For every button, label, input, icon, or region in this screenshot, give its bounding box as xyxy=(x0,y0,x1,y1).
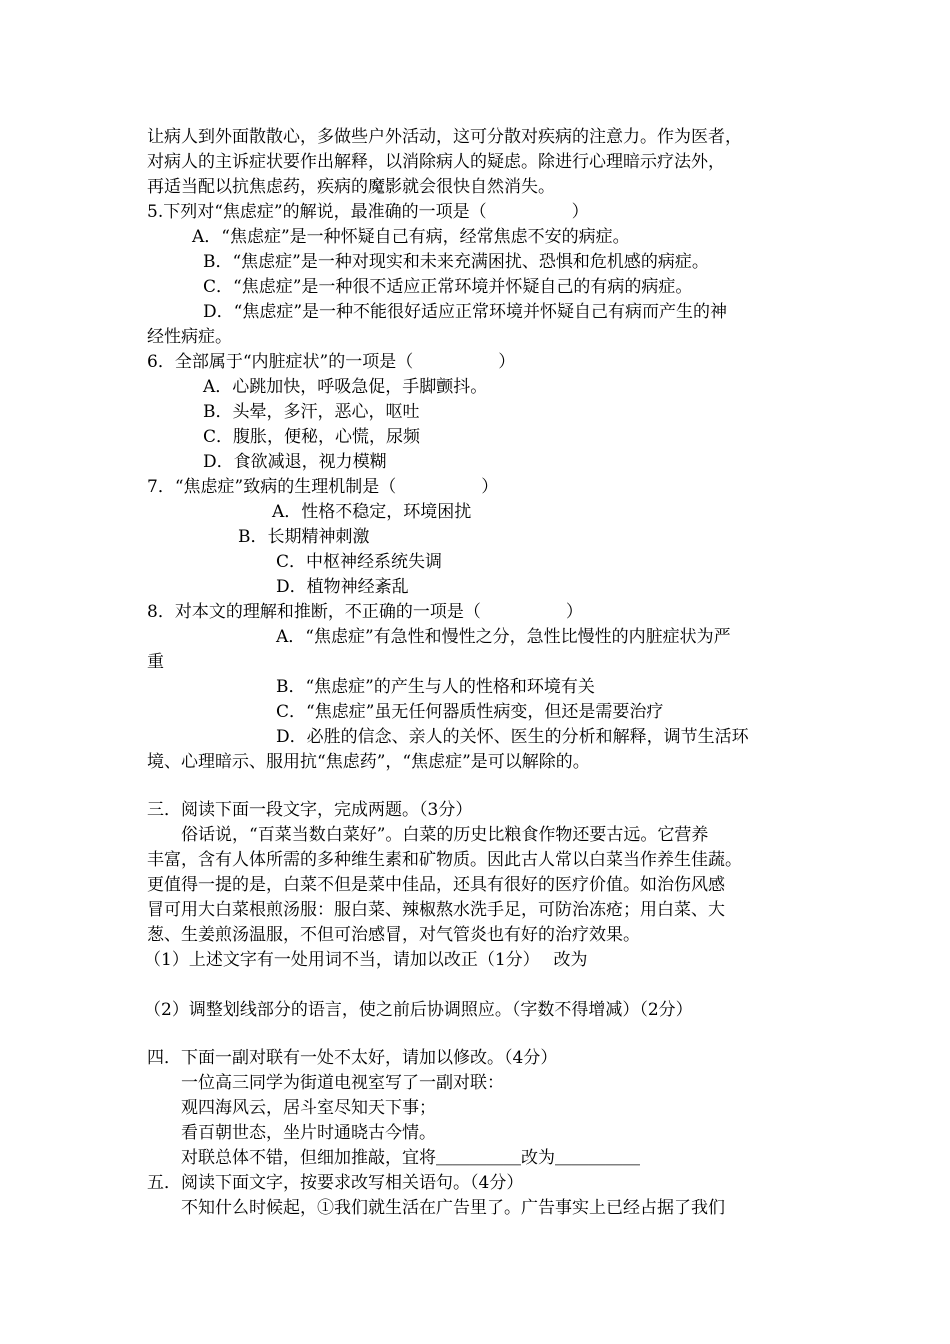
q5-option-d-line-2: 经性病症。 xyxy=(147,327,232,347)
intro-line-2: 对病人的主诉症状要作出解释，以消除病人的疑虑。除进行心理暗示疗法外， xyxy=(147,152,725,172)
section-4-line-1: 一位高三同学为街道电视室写了一副对联： xyxy=(147,1073,504,1093)
q7-option-d: D．植物神经紊乱 xyxy=(276,577,409,597)
q5-option-d-line-1: D．“焦虑症”是一种不能很好适应正常环境并怀疑自己有病而产生的神 xyxy=(203,302,728,322)
section-3-title: 三．阅读下面一段文字，完成两题。（3分） xyxy=(147,800,473,820)
section-3-paragraph-line-1: 俗话说，“百菜当数白菜好”。白菜的历史比粮食作物还要古远。它营养 xyxy=(147,825,709,845)
q7-stem: 7．“焦虑症”致病的生理机制是（ ） xyxy=(147,477,499,497)
q7-option-b: B．长期精神刺激 xyxy=(238,527,370,547)
q7-option-a: A．性格不稳定，环境困扰 xyxy=(272,502,472,522)
q8-stem: 8．对本文的理解和推断，不正确的一项是（ ） xyxy=(147,602,583,622)
section-3-paragraph-line-2: 丰富，含有人体所需的多种维生素和矿物质。因此古人常以白菜当作养生佳蔬。 xyxy=(147,850,742,870)
section-3-paragraph-line-3: 更值得一提的是，白菜不但是菜中佳品，还具有很好的医疗价值。如治伤风感 xyxy=(147,875,725,895)
q8-option-a-line-1: A．“焦虑症”有急性和慢性之分，急性比慢性的内脏症状为严 xyxy=(276,627,731,647)
q8-option-c: C．“焦虑症”虽无任何器质性病变，但还是需要治疗 xyxy=(276,702,664,722)
q5-option-b: B．“焦虑症”是一种对现实和未来充满困扰、恐惧和危机感的病症。 xyxy=(203,252,709,272)
couplet-upper-line: 观四海风云，居斗室尽知天下事； xyxy=(147,1098,436,1118)
section-5-line-1: 不知什么时候起，①我们就生活在广告里了。广告事实上已经占据了我们 xyxy=(147,1198,725,1218)
q6-option-b: B．头晕，多汗，恶心，呕吐 xyxy=(203,402,420,422)
section-3-question-1: （1）上述文字有一处用词不当，请加以改正（1分） 改为 xyxy=(144,950,588,970)
q5-option-a: A．“焦虑症”是一种怀疑自己有病，经常焦虑不安的病症。 xyxy=(192,227,630,247)
section-3-paragraph-line-5: 葱、生姜煎汤温服，不但可治感冒，对气管炎也有好的治疗效果。 xyxy=(147,925,640,945)
q6-option-c: C．腹胀，便秘，心慌，尿频 xyxy=(203,427,421,447)
q6-option-a: A．心跳加快，呼吸急促，手脚颤抖。 xyxy=(203,377,488,397)
section-3-paragraph-line-4: 冒可用大白菜根煎汤服：服白菜、辣椒熬水洗手足，可防治冻疮；用白菜、大 xyxy=(147,900,725,920)
q5-stem: 5.下列对“焦虑症”的解说，最准确的一项是（ ） xyxy=(147,202,589,222)
q5-option-c: C．“焦虑症”是一种很不适应正常环境并怀疑自己的有病的病症。 xyxy=(203,277,693,297)
section-4-title: 四．下面一副对联有一处不太好，请加以修改。（4分） xyxy=(147,1048,558,1068)
q6-stem: 6．全部属于“内脏症状”的一项是（ ） xyxy=(147,352,516,372)
q7-option-c: C．中枢神经系统失调 xyxy=(276,552,443,572)
q8-option-d-line-2: 境、心理暗示、服用抗“焦虑药”，“焦虑症”是可以解除的。 xyxy=(147,752,590,772)
q8-option-d-line-1: D．必胜的信念、亲人的关怀、医生的分析和解释，调节生活环 xyxy=(276,727,749,747)
q8-option-b: B．“焦虑症”的产生与人的性格和环境有关 xyxy=(276,677,595,697)
couplet-lower-line: 看百朝世态，坐片时通晓古今情。 xyxy=(147,1123,436,1143)
section-4-answer-line: 对联总体不错，但细加推敲，宜将＿＿＿＿＿改为＿＿＿＿＿ xyxy=(147,1148,640,1168)
q8-option-a-line-2: 重 xyxy=(147,652,164,672)
intro-line-1: 让病人到外面散散心，多做些户外活动，这可分散对疾病的注意力。作为医者， xyxy=(147,127,742,147)
section-5-title: 五．阅读下面文字，按要求改写相关语句。（4分） xyxy=(147,1173,524,1193)
intro-line-3: 再适当配以抗焦虑药，疾病的魔影就会很快自然消失。 xyxy=(147,177,555,197)
section-3-question-2: （2）调整划线部分的语言，使之前后协调照应。（字数不得增减）（2分） xyxy=(144,1000,693,1020)
q6-option-d: D．食欲减退，视力模糊 xyxy=(203,452,387,472)
